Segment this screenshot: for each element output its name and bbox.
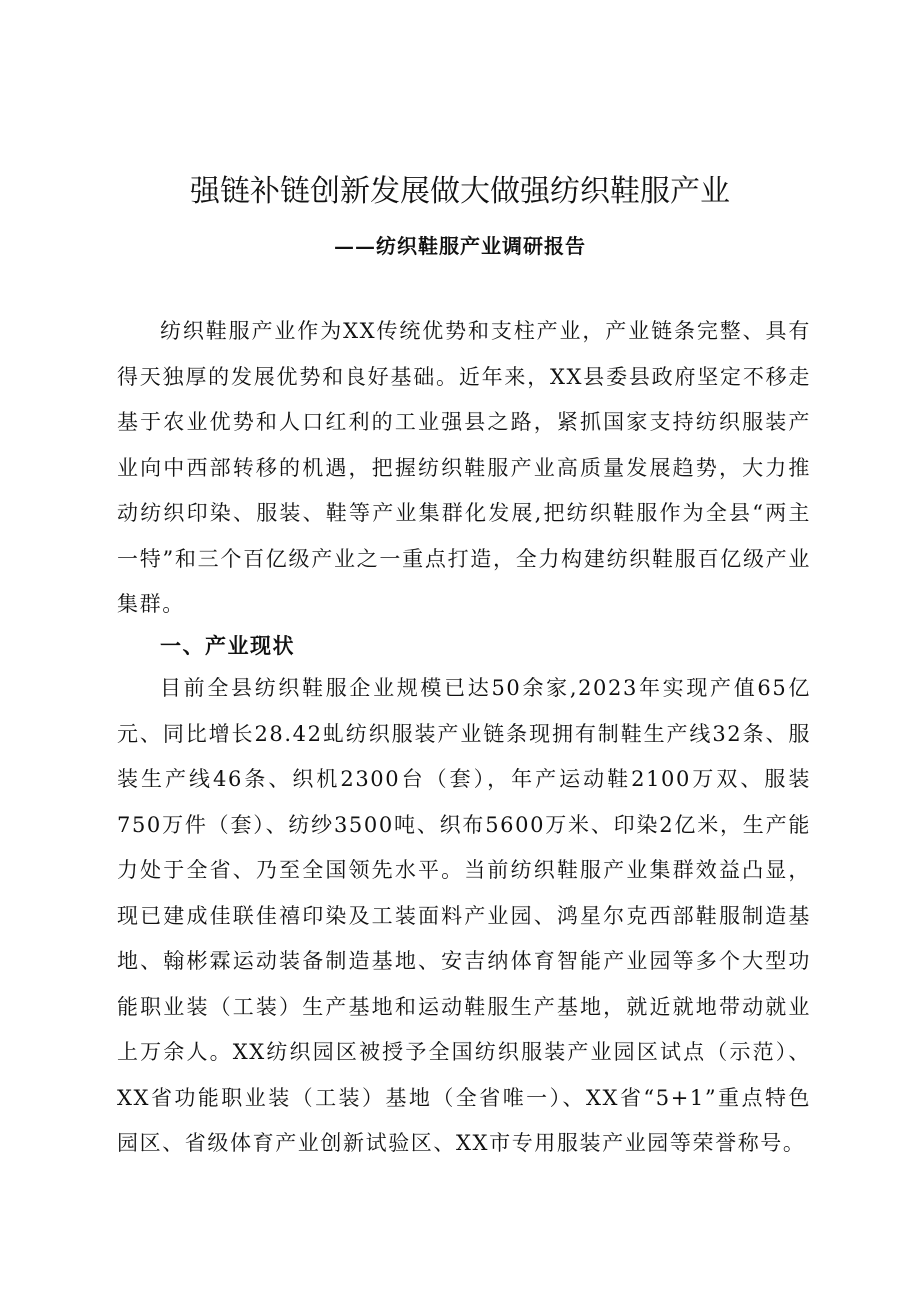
section-heading-industry-status: 一、产业现状 — [160, 633, 295, 658]
intro-paragraph: 纺织鞋服产业作为XX传统优势和支柱产业，产业链条完整、具有得天独厚的发展优势和良好基础。近年来，XX县委县政府坚定不移走基于农业优势和人口红利的工业强县之路，紧抓国家支持纺织服装产业向中西部转移的机遇，把握纺织鞋服产业高质量发展趋势，大力推动纺织印染、服装、鞋等产业集群化发展,把纺织鞋服作为全县“两主一特”和三个百亿级产业之一重点打造，全力构建纺织鞋服百亿级产业集群。 — [117, 319, 811, 616]
industry-status-paragraph: 目前全县纺织鞋服企业规模已达50余家,2023年实现产值65亿元、同比增长28.42虬纺织服装产业链条现拥有制鞋生产线32条、服装生产线46条、织机2300台（套），年产运动鞋2100万双、服装750万件（套）、纺纱3500吨、织布5600万米、印染2亿米，生产能力处于全省、乃至全国领先水平。当前纺织鞋服产业集群效益凸显，现已建成佳联佳禧印染及工装面料产业园、鸿星尔克西部鞋服制造基地、翰彬霖运动装备制造基地、安吉纳体育智能产业园等多个大型功能职业装（工装）生产基地和运动鞋服生产基地，就近就地带动就业上万余人。XX纺织园区被授予全国纺织服装产业园区试点（示范）、XX省功能职业装（工装）基地（全省唯一）、XX省“5+1”重点特色园区、省级体育产业创新试验区、XX市专用服装产业园等荣誉称号。 — [117, 676, 811, 1155]
document-title: 强链补链创新发展做大做强纺织鞋服产业 — [190, 174, 730, 209]
document-subtitle: ——纺织鞋服产业调研报告 — [334, 234, 586, 258]
